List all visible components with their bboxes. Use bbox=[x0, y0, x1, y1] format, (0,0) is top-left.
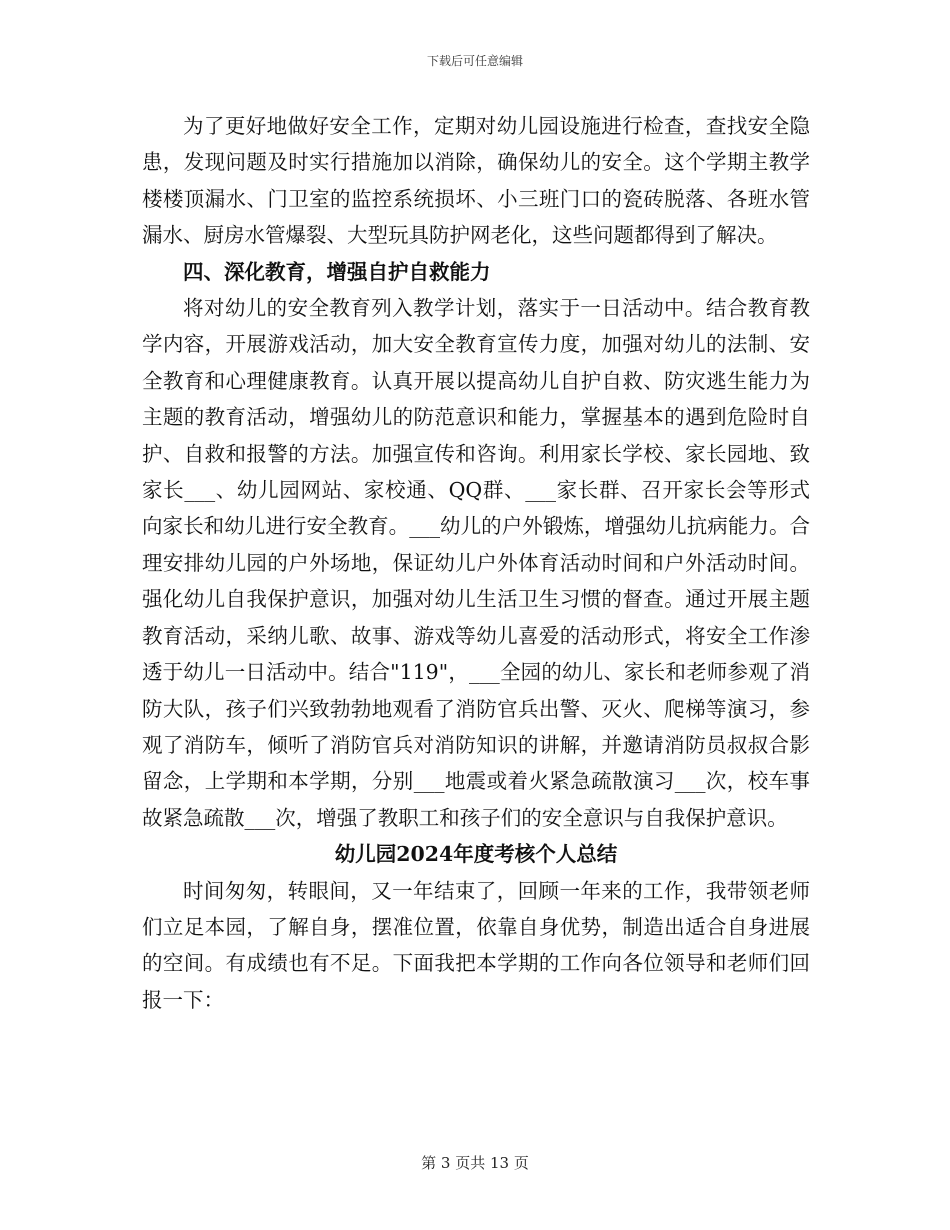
paragraph-facility-inspection: 为了更好地做好安全工作，定期对幼儿园设施进行检查，查找安全隐患，发现问题及时实行措施加以消除，确保幼儿的安全。这个学期主教学楼楼顶漏水、门卫室的监控系统损坏、小三班门口的瓷砖脱落、各班水管漏水、厨房水管爆裂、大型玩具防护网老化，这些问题都得到了解决。 bbox=[142, 114, 810, 248]
document-body bbox=[142, 108, 810, 1018]
page-header-note: 下载后可任意编辑 bbox=[426, 54, 523, 68]
paragraph-summary-intro: 时间匆匆，转眼间，又一年结束了，回顾一年来的工作，我带领老师们立足本园，了解自身，摆准位置，依靠自身优势，制造出适合自身进展的空间。有成绩也有不足。下面我把本学期的工作向各位领导和老师们回报一下： bbox=[142, 878, 810, 1012]
section-heading-4: 四、深化教育，增强自护自救能力 bbox=[183, 259, 491, 284]
document-title: 幼儿园2024年度考核个人总结 bbox=[334, 842, 618, 867]
paragraph-safety-education: 将对幼儿的安全教育列入教学计划，落实于一日活动中。结合教育教学内容，开展游戏活动，加大安全教育宣传力度，加强对幼儿的法制、安全教育和心理健康教育。认真开展以提高幼儿自护自救、防灾逃生能力为主题的教育活动，增强幼儿的防范意识和能力，掌握基本的遇到危险时自护、自救和报警的方法。加强宣传和咨询。利用家长学校、家长园地、致家长___、幼儿园网站、家校通、QQ群、___家长群、召开家长会等形式向家长和幼儿进行安全教育。___幼儿的户外锻炼，增强幼儿抗病能力。合理安排幼儿园的户外场地，保证幼儿户外体育活动时间和户外活动时间。强化幼儿自我保护意识，加强对幼儿生活卫生习惯的督查。通过开展主题教育活动，采纳儿歌、故事、游戏等幼儿喜爱的活动形式，将安全工作渗透于幼儿一日活动中。结合"119"，___全园的幼儿、家长和老师参观了消防大队，孩子们兴致勃勃地观看了消防官兵出警、灭火、爬梯等演习，参观了消防车，倾听了消防官兵对消防知识的讲解，并邀请消防员叔叔合影留念，上学期和本学期，分别___地震或着火紧急疏散演习___次，校车事故紧急疏散___次，增强了教职工和孩子们的安全意识与自我保护意识。 bbox=[142, 296, 810, 830]
page-number: 第 3 页共 13 页 bbox=[421, 1154, 529, 1172]
